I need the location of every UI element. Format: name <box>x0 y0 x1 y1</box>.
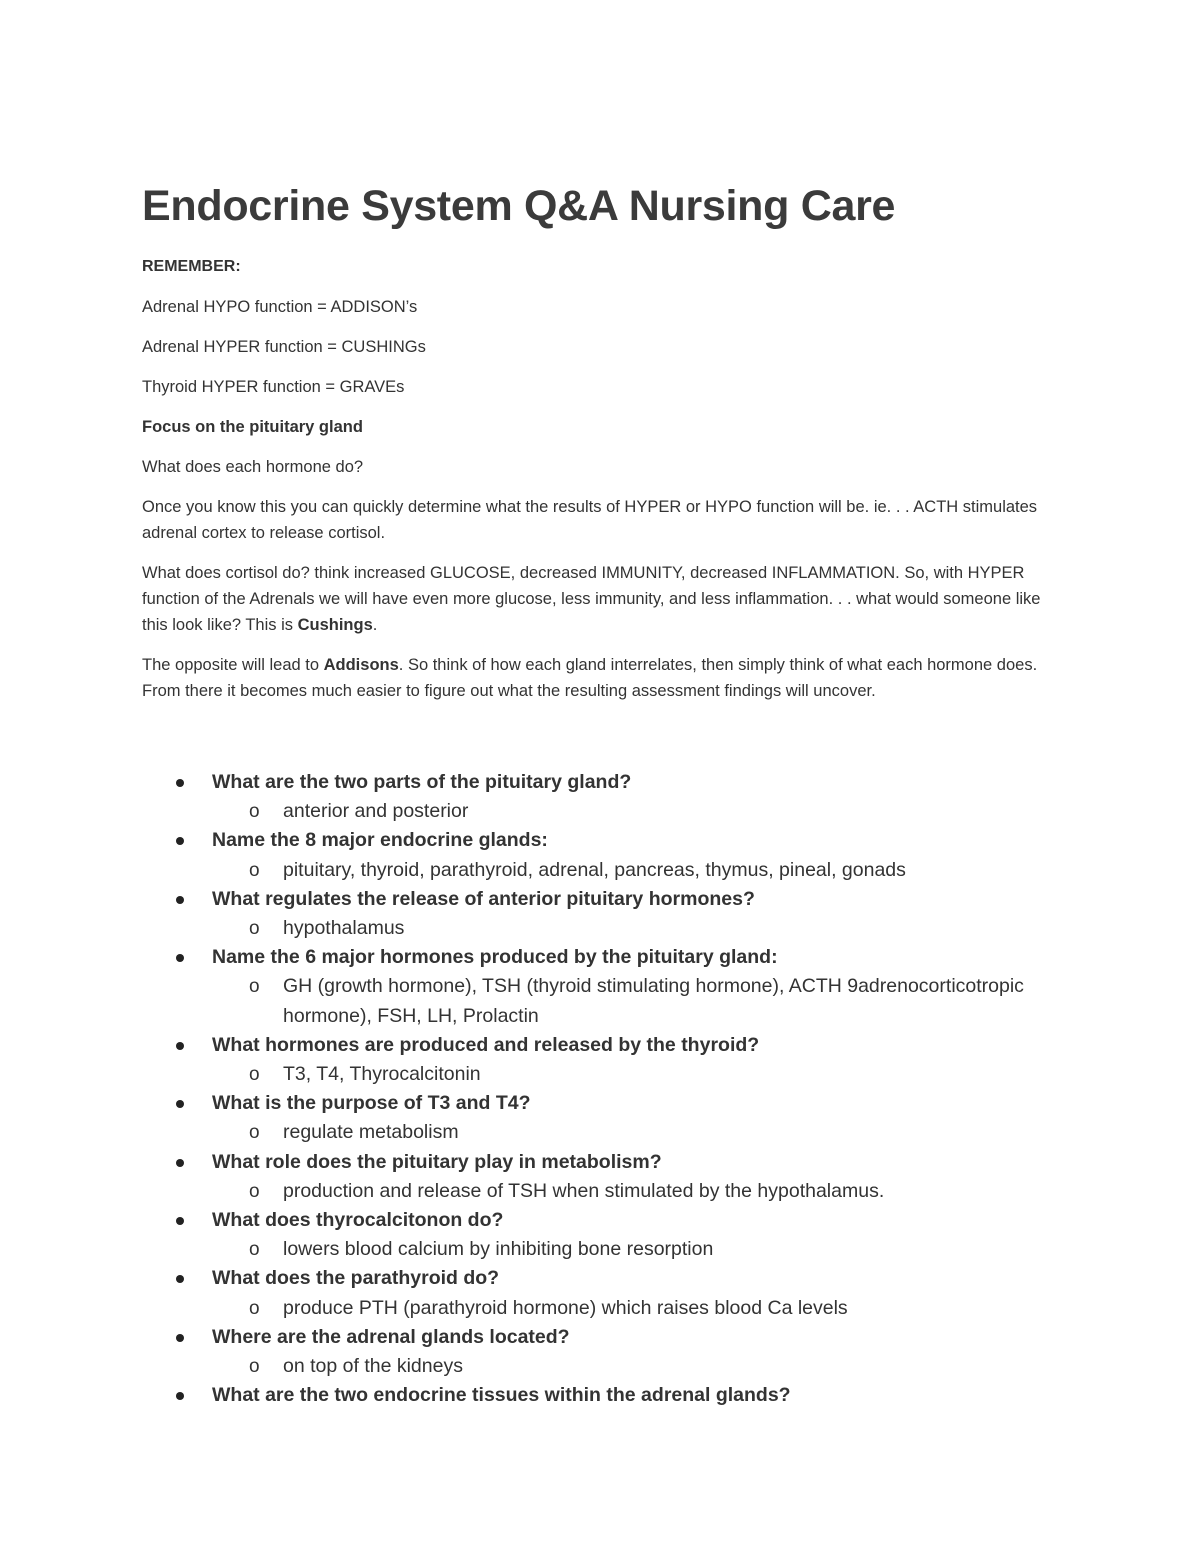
answer-text: production and release of TSH when stimulated by the hypothalamus. <box>283 1179 885 1202</box>
question-text: Where are the adrenal glands located? <box>212 1325 570 1348</box>
question-text: What are the two parts of the pituitary gland? <box>212 771 632 793</box>
question-text: What is the purpose of T3 and T4? <box>212 1092 531 1115</box>
bullet-icon <box>176 954 184 962</box>
answer-item <box>142 797 1062 826</box>
question-text: What hormones are produced and released by the thyroid? <box>212 1033 760 1056</box>
question-text: What does thyrocalcitonon do? <box>212 1209 504 1232</box>
answer-item <box>142 1294 1062 1323</box>
question-text: What regulates the release of anterior pituitary hormones? <box>212 887 755 910</box>
question-item <box>142 826 1062 855</box>
sub-bullet-marker: o <box>249 1180 260 1202</box>
answer-text: produce PTH (parathyroid hormone) which raises blood Ca levels <box>283 1296 848 1319</box>
paragraph-opposite-start: The opposite will lead to <box>142 656 324 674</box>
answer-text: pituitary, thyroid, parathyroid, adrenal, pancreas, thymus, pineal, gonads <box>283 858 906 881</box>
question-text: What are the two endocrine tissues within the adrenal glands? <box>212 1384 791 1407</box>
answer-text: hypothalamus <box>283 917 405 940</box>
bullet-icon <box>176 1392 184 1400</box>
qa-list <box>142 768 1062 1410</box>
question-item <box>142 1264 1062 1293</box>
answer-text: lowers blood calcium by inhibiting bone resorption <box>283 1238 714 1261</box>
paragraph-opposite-text: . So think of how each gland interrelates, then simply think of what each hormone does. From there it becomes much easier to figure out what the resulting assessment findings will uncover. <box>142 656 1038 700</box>
question-item <box>142 1089 1062 1118</box>
question-item <box>142 1381 1062 1410</box>
sub-bullet-marker: o <box>249 918 260 940</box>
fact-graves: Thyroid HYPER function = GRAVEs <box>142 378 405 396</box>
sub-bullet-marker: o <box>249 976 260 998</box>
paragraph-acth: Once you know this you can quickly determine what the results of HYPER or HYPO function will be. ie. . . ACTH stimulates adrenal cortex to release cortisol. <box>142 498 1038 542</box>
answer-text: T3, T4, Thyrocalcitonin <box>283 1063 481 1086</box>
question-item <box>142 1148 1062 1177</box>
bullet-icon <box>176 837 184 845</box>
bullet-icon <box>176 1159 184 1167</box>
sub-bullet-marker: o <box>249 859 260 881</box>
page-title: Endocrine System Q&A Nursing Care <box>142 182 896 230</box>
answer-item <box>142 972 1062 1030</box>
answer-text: GH (growth hormone), TSH (thyroid stimulating hormone), ACTH 9adrenocorticotropic hormone), FSH, LH, Prolactin <box>283 975 1024 1027</box>
answer-text: on top of the kidneys <box>283 1355 463 1378</box>
question-text: Name the 8 major endocrine glands: <box>212 829 548 852</box>
answer-text: regulate metabolism <box>283 1121 459 1144</box>
question-text: What does the parathyroid do? <box>212 1267 500 1290</box>
answer-item <box>142 1235 1062 1264</box>
fact-addisons: Adrenal HYPO function = ADDISON’s <box>142 298 418 316</box>
fact-cushings: Adrenal HYPER function = CUSHINGs <box>142 338 426 356</box>
remember-label: REMEMBER: <box>142 258 241 275</box>
bullet-icon <box>176 1042 184 1050</box>
answer-item <box>142 856 1062 885</box>
addisons-bold: Addisons <box>323 656 399 674</box>
cushings-bold: Cushings <box>297 616 373 634</box>
question-item <box>142 885 1062 914</box>
sub-bullet-marker: o <box>249 801 260 823</box>
question-text: Name the 6 major hormones produced by the pituitary gland: <box>212 946 778 969</box>
sub-bullet-marker: o <box>249 1122 260 1144</box>
answer-item <box>142 914 1062 943</box>
answer-item <box>142 1352 1062 1381</box>
paragraph-opposite <box>142 652 1062 704</box>
answer-text: anterior and posterior <box>283 800 469 823</box>
sub-bullet-marker: o <box>249 1356 260 1378</box>
bullet-icon <box>176 779 184 787</box>
question-item <box>142 1323 1062 1352</box>
bullet-icon <box>176 1334 184 1342</box>
bullet-icon <box>176 1100 184 1108</box>
question-text: What role does the pituitary play in metabolism? <box>212 1150 662 1173</box>
answer-item <box>142 1060 1062 1089</box>
question-prompt: What does each hormone do? <box>142 458 364 476</box>
bullet-icon <box>176 1217 184 1225</box>
focus-heading: Focus on the pituitary gland <box>142 418 363 436</box>
question-item <box>142 943 1062 972</box>
sub-bullet-marker: o <box>249 1297 260 1319</box>
bullet-icon <box>176 1275 184 1283</box>
bullet-icon <box>176 896 184 904</box>
paragraph-cortisol <box>142 560 1062 638</box>
sub-bullet-marker: o <box>249 1239 260 1261</box>
paragraph-cortisol-end: . <box>372 616 378 634</box>
paragraph-cortisol-text: What does cortisol do? think increased GLUCOSE, decreased IMMUNITY, decreased INFLAMMATION. So, with HYPER function of the Adrenals we will have even more glucose, less immunity, and less inflammation. . . what would someone like this look like? This is <box>142 564 1041 634</box>
document-content <box>142 176 1062 1407</box>
answer-item <box>142 1118 1062 1147</box>
sub-bullet-marker: o <box>249 1064 260 1086</box>
question-item <box>142 768 1062 797</box>
question-item <box>142 1031 1062 1060</box>
question-item <box>142 1206 1062 1235</box>
answer-item <box>142 1177 1062 1206</box>
